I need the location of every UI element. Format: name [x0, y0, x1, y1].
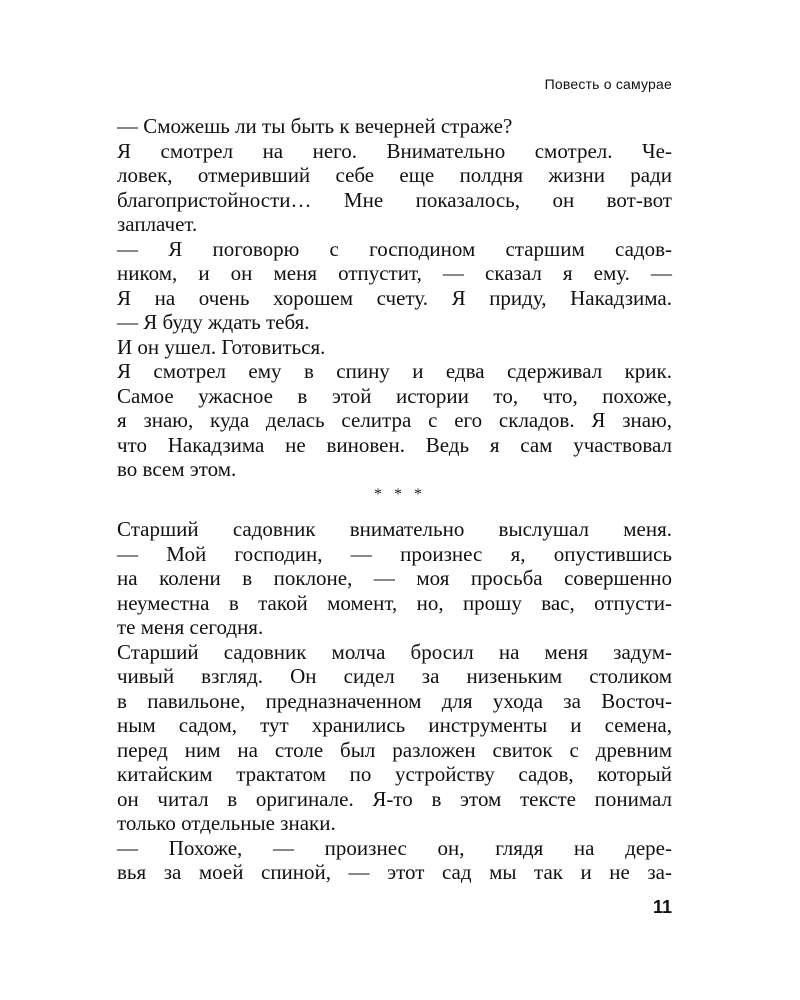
section-separator: * * *: [374, 486, 426, 503]
text-line: Старший садовник молча бросил на меня задум-: [117, 639, 672, 664]
text-line: благопристойности… Мне показалось, он вот-вот: [117, 187, 672, 212]
text-line: ловек, отмеривший себе еще полдня жизни ради: [117, 163, 672, 187]
text-line: Я на очень хорошем счету. Я приду, Накадзима.: [117, 285, 672, 310]
page-number: 11: [652, 897, 672, 917]
text-line: только отдельные знаки.: [117, 811, 336, 835]
text-line: вья за моей спиной, — этот сад мы так и не за-: [117, 860, 672, 884]
text-line: он читал в оригинале. Я-то в этом тексте понимал: [117, 786, 672, 811]
text-section-2: [117, 517, 672, 885]
text-line: во всем этом.: [117, 457, 237, 481]
text-line: я знаю, куда делась селитра с его складов. Я знаю,: [117, 408, 672, 432]
text-line: неуместна в такой момент, но, прошу вас, отпусти-: [117, 590, 672, 615]
text-line: чивый взгляд. Он сидел за низеньким столиком: [117, 664, 672, 688]
text-line: — Я буду ждать тебя.: [117, 310, 310, 334]
text-section-1: [117, 114, 672, 482]
text-line: в павильоне, предназначенном для ухода за Восточ-: [117, 688, 672, 713]
text-line: что Накадзима не виновен. Ведь я сам участвовал: [117, 432, 672, 457]
text-line: — Похоже, — произнес он, глядя на дере-: [117, 835, 672, 860]
text-line: китайским трактатом по устройству садов, который: [117, 762, 672, 786]
text-line: перед ним на столе был разложен свиток с древним: [117, 737, 672, 762]
text-line: ником, и он меня отпустит, — сказал я ему. —: [117, 261, 672, 285]
running-title: Повесть о самурае: [544, 76, 672, 92]
text-line: Старший садовник внимательно выслушал меня.: [117, 517, 672, 541]
text-line: на колени в поклоне, — моя просьба совершенно: [117, 566, 672, 590]
text-line: заплачет.: [117, 212, 198, 236]
text-line: Я смотрел ему в спину и едва сдерживал крик.: [117, 359, 672, 383]
text-line: те меня сегодня.: [117, 615, 264, 639]
text-line: ным садом, тут хранились инструменты и семена,: [117, 713, 672, 737]
text-line: — Сможешь ли ты быть к вечерней страже?: [117, 114, 513, 138]
text-line: Я смотрел на него. Внимательно смотрел. Че-: [117, 138, 672, 163]
text-line: — Я поговорю с господином старшим садов-: [117, 236, 672, 261]
text-line: И он ушел. Готовиться.: [117, 334, 326, 359]
text-line: Самое ужасное в этой истории то, что, похоже,: [117, 383, 672, 408]
text-line: — Мой господин, — произнес я, опустившись: [117, 541, 672, 566]
